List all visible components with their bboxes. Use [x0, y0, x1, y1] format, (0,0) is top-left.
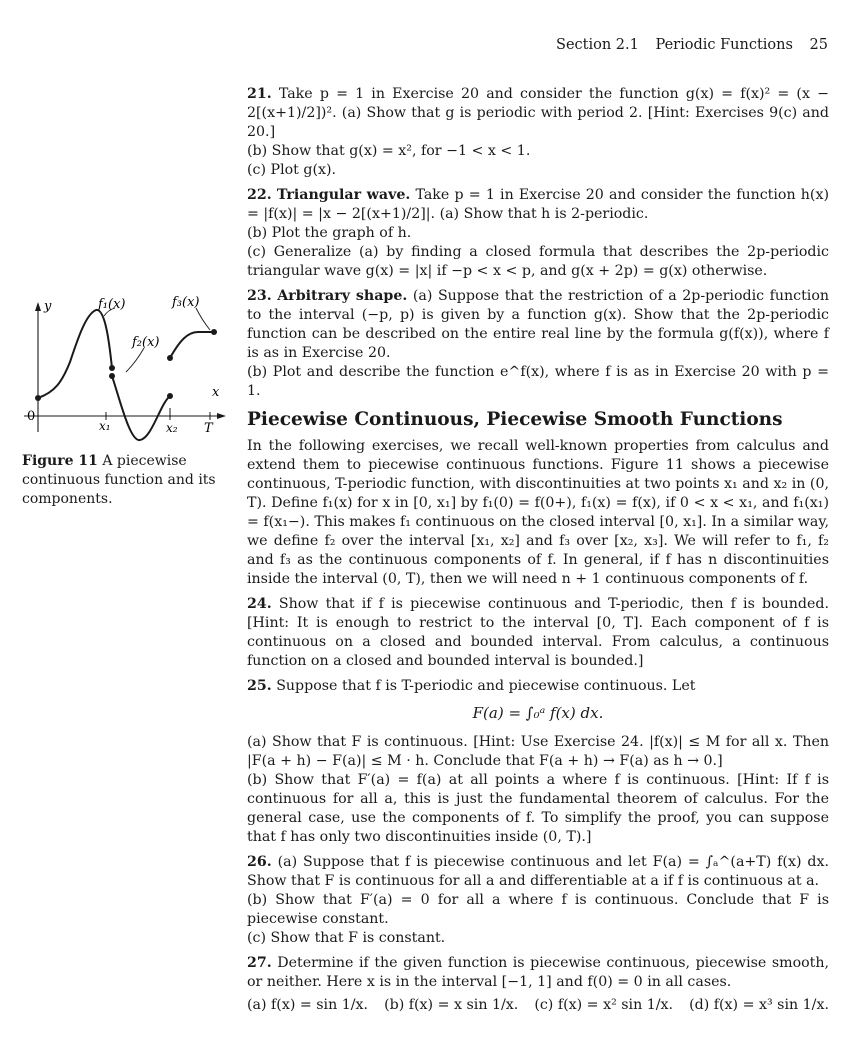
exercise-part: (b) f(x) = x sin 1/x.	[384, 997, 519, 1013]
figure-caption	[22, 452, 232, 509]
exercise-text: Take p = 1 in Exercise 20 and consider the function h(x) = |f(x)| = |x − 2[(x+1)/2]|. (a) Show that h is 2-periodic.	[247, 187, 829, 222]
f3-label: f₃(x)	[172, 295, 200, 310]
running-header	[0, 36, 828, 55]
exercise-number: 24.	[247, 596, 272, 612]
exercise-number: 22.	[247, 187, 272, 203]
exercise-part: (a) f(x) = sin 1/x.	[247, 997, 369, 1013]
exercise-text: (a) Suppose that the restriction of a 2p-periodic function to the interval (−p, p) is given by a function g(x). Show that the 2p-periodic function can be described on the entire real line by the formula g(f(x)), where f is as in Exercise 20.	[247, 288, 829, 361]
exercise-part: (c) f(x) = x² sin 1/x.	[534, 997, 674, 1013]
page-number: 25	[809, 37, 828, 53]
exercise-text: (a) Suppose that f is piecewise continuous and let F(a) = ∫ₐ^(a+T) f(x) dx. Show that F is continuous for all a and differentiable at a if f is continuous at a.	[247, 854, 829, 889]
section-label: Section 2.1	[556, 37, 639, 53]
exercise-number: 26.	[247, 854, 272, 870]
exercise-part: (b) Show that F′(a) = f(a) at all points a where f is continuous. [Hint: If f is continuous for all a, this is just the fundamental theorem of calculus. For the general case, use the components of f. To simplify the proof, you can suppose that f has only two discontinuities inside (0, T).]	[247, 772, 829, 845]
exercise-part: (b) Plot the graph of h.	[247, 225, 412, 241]
origin-label: 0	[27, 409, 36, 424]
exercise-number: 21.	[247, 86, 272, 102]
section-heading: Piecewise Continuous, Piecewise Smooth Functions	[247, 409, 783, 430]
x2-label: x₂	[166, 421, 178, 435]
exercise-text: Show that if f is piecewise continuous and T-periodic, then f is bounded. [Hint: It is enough to restrict to the interval [0, T]. Each component of f is continuous on a closed and bounded interval. From calculus, a continuous function on a closed and bounded interval is bounded.]	[247, 596, 829, 669]
exercise-part: (b) Show that g(x) = x², for −1 < x < 1.	[247, 143, 531, 159]
exercise-23	[247, 287, 829, 401]
exercise-text: Suppose that f is T-periodic and piecewise continuous. Let	[276, 678, 696, 694]
x1-label: x₁	[99, 419, 111, 433]
f2-label: f₂(x)	[132, 335, 160, 350]
exercise-21	[247, 85, 829, 180]
intro-paragraph: In the following exercises, we recall well-known properties from calculus and extend them to piecewise continuous functions. Figure 11 shows a piecewise continuous, T-periodic function, with discontinuities at two points x₁ and x₂ in (0, T). Define f₁(x) for x in [0, x₁] by f₁(0) = f(0+), f₁(x) = f(x), if 0 < x < x₁, and f₁(x₁) = f(x₁−). This makes f₁ continuous on the closed interval [0, x₁]. In a similar way, we define f₂ over the interval [x₁, x₂] and f₃ over [x₂, x₃]. We will refer to f₁, f₂ and f₃ as the continuous components of f. In general, if f has n discontinuities inside the interval (0, T), then we will need n + 1 continuous components of f.	[247, 438, 829, 587]
y-axis-label: y	[44, 299, 52, 314]
exercise-part: (a) Show that F is continuous. [Hint: Use Exercise 24. |f(x)| ≤ M for all x. Then |F(a + h) − F(a)| ≤ M · h. Conclude that F(a + h) → F(a) as h → 0.]	[247, 734, 829, 769]
exercise-title: Arbitrary shape.	[277, 288, 408, 304]
exercise-part: (d) f(x) = x³ sin 1/x.	[689, 997, 829, 1013]
exercise-part: (c) Generalize (a) by finding a closed formula that describes the 2p-periodic triangular wave g(x) = |x| if −p < x < p, and g(x + 2p) = g(x) otherwise.	[247, 244, 829, 279]
T-label: T	[204, 421, 213, 436]
x-axis-label: x	[212, 385, 220, 400]
exercise-22	[247, 186, 829, 281]
caption-label: Figure 11	[22, 453, 98, 469]
exercise-24	[247, 595, 829, 671]
main-text	[247, 85, 829, 1021]
exercise-part: (b) Plot and describe the function e^f(x), where f is as in Exercise 20 with p = 1.	[247, 364, 829, 399]
display-formula: F(a) = ∫₀ᵃ f(x) dx.	[472, 704, 604, 722]
figure-11	[20, 280, 245, 456]
exercise-25	[247, 677, 829, 847]
exercise-number: 23.	[247, 288, 272, 304]
exercise-parts-row	[247, 996, 829, 1015]
exercise-number: 27.	[247, 955, 272, 971]
caption-text: A piecewise continuous function and its components.	[22, 453, 216, 507]
exercise-part: (c) Plot g(x).	[247, 162, 337, 178]
exercise-part: (b) Show that F′(a) = 0 for all a where f is continuous. Conclude that F is piecewise constant.	[247, 892, 829, 927]
exercise-27	[247, 954, 829, 1015]
exercise-part: (c) Show that F is constant.	[247, 930, 446, 946]
header-title: Periodic Functions	[655, 37, 793, 53]
exercise-text: Take p = 1 in Exercise 20 and consider the function g(x) = f(x)² = (x − 2[(x+1)/2])². (a) Show that g is periodic with period 2. [Hint: Exercises 9(c) and 20.]	[247, 86, 829, 140]
exercise-text: Determine if the given function is piecewise continuous, piecewise smooth, or neither. Here x is in the interval [−1, 1] and f(0) = 0 in all cases.	[247, 955, 829, 990]
exercise-26	[247, 853, 829, 948]
piecewise-function-plot	[20, 280, 245, 450]
f1-label: f₁(x)	[98, 297, 126, 312]
exercise-number: 25.	[247, 678, 272, 694]
exercise-title: Triangular wave.	[276, 187, 411, 203]
